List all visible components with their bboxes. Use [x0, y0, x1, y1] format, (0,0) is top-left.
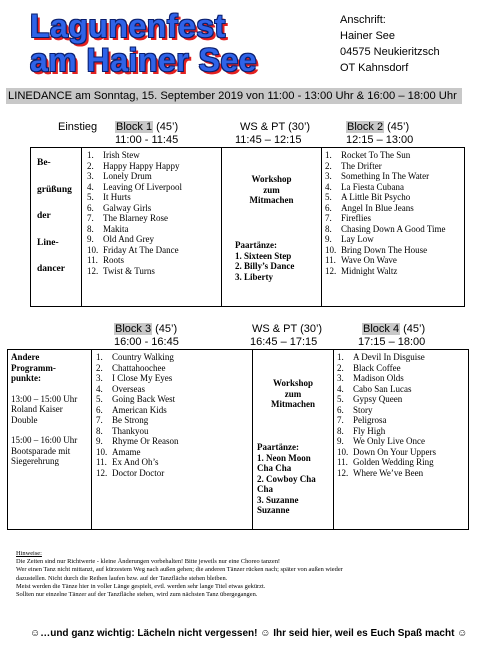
dance-title: Chattahoochee [112, 362, 166, 373]
dance-title: Midnight Waltz [341, 265, 398, 276]
greeting-text: grüßung [37, 184, 72, 195]
block4-header [362, 323, 425, 336]
partner-dances-1 [235, 240, 321, 282]
dance-list-item [337, 426, 436, 437]
block4-time: 17:15 – 18:00 [358, 336, 426, 348]
other-program-cell [11, 352, 91, 467]
dance-list-item [325, 192, 446, 203]
other-program-item: 13:00 – 15:00 Uhr [11, 393, 78, 404]
block4-dance-list [337, 352, 436, 478]
dance-title: Cabo San Lucas [353, 383, 412, 394]
dance-title: Chasing Down A Good Time [341, 223, 446, 234]
dance-title: Angel In Blue Jeans [341, 202, 414, 213]
dance-number: 1. [87, 150, 94, 160]
dance-list-item [337, 436, 436, 447]
dance-list-item [96, 426, 179, 437]
other-program-heading: Programm- [11, 362, 56, 373]
partner-dance: Cha Cha [257, 463, 292, 473]
block3-time: 16:00 - 16:45 [114, 336, 179, 348]
partner-dance: 1. Sixteen Step [235, 250, 292, 261]
dance-list-item [96, 394, 179, 405]
ws2-cell [253, 378, 333, 410]
dance-list-item [87, 234, 182, 245]
dance-number: 1. [96, 352, 103, 362]
block2-duration: (45’) [384, 121, 410, 133]
dance-title: The Blarney Rose [103, 213, 168, 223]
dance-number: 8. [96, 425, 103, 436]
dance-title: I Close My Eyes [112, 373, 173, 383]
dance-number: 4. [96, 383, 103, 394]
dance-list-item [96, 457, 179, 468]
dance-list-item [96, 363, 179, 374]
workshop-text: Mitmachen [271, 399, 315, 409]
dance-list-item [87, 182, 182, 193]
dance-title: Lay Low [341, 234, 374, 244]
notes-heading: Hinweise: [16, 550, 42, 557]
dance-title: Down On Your Uppers [353, 446, 437, 457]
schedule-table-1 [30, 147, 465, 307]
dance-list-item [87, 224, 182, 235]
dance-title: Something In The Water [341, 171, 430, 181]
dance-number: 2. [96, 362, 103, 373]
dance-list-item [96, 447, 179, 458]
other-program-item: Siegerehrung [11, 456, 59, 466]
dance-list-item [325, 203, 446, 214]
greeting-text: der [37, 211, 51, 221]
dance-title: Happy Happy Happy [103, 160, 180, 171]
dance-title: Going Back West [112, 394, 176, 404]
dance-number: 12. [337, 467, 349, 478]
dance-title: Where We’ve Been [353, 467, 424, 478]
dance-list-item [87, 266, 182, 277]
dance-number: 10. [325, 244, 337, 255]
dance-number: 8. [87, 223, 94, 234]
ws2-time: 16:45 – 17:15 [250, 336, 318, 348]
block2-time: 12:15 – 13:00 [346, 134, 414, 146]
dance-number: 10. [87, 244, 99, 255]
dance-title: American Kids [112, 404, 167, 415]
schedule-table-2 [7, 349, 469, 530]
dance-number: 4. [325, 181, 332, 192]
other-program-item: Double [11, 414, 38, 425]
dance-list-item [325, 266, 446, 277]
dance-list-item [96, 436, 179, 447]
dance-title: Galway Girls [103, 202, 152, 213]
title-line-1: Lagunenfest [30, 8, 226, 44]
other-program-item: 15:00 – 16:00 Uhr [11, 435, 78, 445]
block3-label: Block 3 [115, 323, 152, 335]
other-program-heading: punkte: [11, 373, 42, 383]
block1-time: 11:00 - 11:45 [115, 134, 179, 146]
block2-dance-list [325, 150, 446, 276]
block4-label: Block 4 [363, 323, 400, 335]
dance-number: 10. [337, 446, 349, 457]
dance-number: 11. [337, 457, 348, 467]
dance-list-item [96, 352, 179, 363]
dance-number: 3. [96, 373, 103, 383]
dance-number: 6. [87, 202, 94, 213]
dance-number: 1. [337, 352, 344, 362]
dance-list-item [96, 384, 179, 395]
dance-title: Black Coffee [353, 362, 401, 373]
dance-list-item [87, 150, 182, 161]
notes-line: dazustellen. Nicht durch die Reihen laufen bzw. auf der Tanzfläche stehen bleiben. [16, 574, 228, 582]
dance-title: Wave On Wave [341, 255, 397, 265]
dance-list-item [337, 384, 436, 395]
ws1-time: 11:45 – 12:15 [235, 134, 302, 146]
notes-line: Die Zeiten sind nur Richtwerte - kleine Änderungen vorbehalten! Bitte jeweils nur eine Choreo tanzen! [16, 558, 281, 566]
dance-list-item [337, 373, 436, 384]
dance-title: Rhyme Or Reason [112, 436, 179, 446]
dance-title: Gypsy Queen [353, 394, 403, 404]
block1-header [115, 121, 178, 134]
dance-list-item [87, 192, 182, 203]
dance-number: 4. [87, 181, 94, 192]
block1-duration: (45’) [153, 121, 179, 133]
dance-list-item [337, 468, 436, 479]
dance-number: 9. [325, 234, 332, 244]
dance-title: Be Strong [112, 415, 149, 425]
dance-number: 9. [87, 234, 94, 244]
dance-number: 3. [87, 171, 94, 181]
dance-number: 5. [337, 394, 344, 404]
greeting-text: Line- [37, 237, 59, 248]
dance-number: 7. [325, 213, 332, 223]
dance-title: A Little Bit Psycho [341, 192, 411, 202]
dance-title: Overseas [112, 383, 145, 394]
dance-title: Old And Grey [103, 234, 154, 244]
address-line: Hainer See [340, 30, 396, 42]
dance-title: Roots [103, 255, 125, 265]
dance-list-item [96, 405, 179, 416]
dance-number: 7. [87, 213, 94, 223]
workshop-text: Mitmachen [249, 195, 294, 205]
partner-heading: Paartänze: [235, 240, 277, 250]
other-program-item: Roland Kaiser [11, 404, 63, 414]
notes-line: Wer einen Tanz nicht mittanzt, auf kürzestem Weg nach außen gehen; die anderen Tänzer rücken nach; später von außen wieder [16, 566, 343, 574]
block3-duration: (45’) [152, 323, 178, 335]
partner-dance: 3. Suzanne [257, 494, 299, 505]
partner-dance: 1. Neon Moon [257, 452, 311, 463]
dance-number: 3. [337, 373, 344, 383]
workshop-text: zum [263, 184, 280, 195]
dance-number: 6. [96, 404, 103, 415]
dance-list-item [337, 394, 436, 405]
dance-list-item [87, 171, 182, 182]
dance-number: 10. [96, 446, 108, 457]
dance-title: Lonely Drum [103, 171, 152, 181]
block3-header [114, 323, 177, 336]
dance-title: Fireflies [341, 213, 371, 223]
dance-title: Amame [112, 446, 141, 457]
dance-list-item [87, 255, 182, 266]
dance-number: 9. [96, 436, 103, 446]
dance-number: 4. [337, 383, 344, 394]
greeting-text: dancer [37, 264, 65, 274]
address-line: OT Kahnsdorf [340, 62, 409, 74]
dance-title: Country Walking [112, 352, 174, 362]
dance-title: It Hurts [103, 192, 131, 202]
dance-list-item [325, 234, 446, 245]
dance-number: 5. [87, 192, 94, 202]
dance-list-item [337, 415, 436, 426]
dance-title: Story [353, 404, 373, 415]
dance-number: 2. [87, 160, 94, 171]
address-line: 04575 Neukieritzsch [340, 46, 440, 58]
dance-number: 8. [325, 223, 332, 234]
block3-dance-list [96, 352, 179, 478]
dance-number: 8. [337, 425, 344, 436]
partner-dance: Cha [257, 484, 274, 494]
dance-number: 7. [337, 415, 344, 425]
dance-title: Irish Stew [103, 150, 140, 160]
dance-list-item [325, 213, 446, 224]
dance-list-item [337, 363, 436, 374]
partner-dance: 2. Billy’s Dance [235, 261, 295, 271]
dance-title: Thankyou [112, 425, 149, 436]
dance-number: 2. [325, 160, 332, 171]
dance-title: La Fiesta Cubana [341, 181, 404, 192]
dance-list-item [337, 447, 436, 458]
dance-list-item [325, 182, 446, 193]
dance-number: 2. [337, 362, 344, 373]
dance-list-item [337, 457, 436, 468]
dance-list-item [337, 352, 436, 363]
dance-list-item [87, 245, 182, 256]
dance-number: 12. [325, 265, 337, 276]
block1-label: Block 1 [116, 121, 153, 133]
dance-list-item [87, 213, 182, 224]
dance-number: 5. [325, 192, 332, 202]
notes-section [16, 550, 466, 599]
dance-list-item [96, 468, 179, 479]
workshop-text: Workshop [251, 174, 292, 184]
dance-list-item [325, 224, 446, 235]
dance-number: 11. [325, 255, 336, 265]
dance-title: The Drifter [341, 160, 382, 171]
dance-title: Ex And Oh’s [112, 457, 159, 467]
block2-label: Block 2 [347, 121, 384, 133]
dance-number: 12. [96, 467, 108, 478]
dance-list-item [325, 171, 446, 182]
ws1-header: WS & PT (30’) [240, 121, 311, 133]
dance-list-item [96, 373, 179, 384]
dance-title: Madison Olds [353, 373, 404, 383]
partner-dance: 3. Liberty [235, 271, 273, 282]
workshop-text: zum [284, 388, 302, 399]
greeting-cell [37, 158, 81, 275]
dance-number: 6. [325, 202, 332, 213]
dance-number: 11. [96, 457, 107, 467]
partner-dance: 2. Cowboy Cha [257, 473, 316, 484]
greeting-text: Be- [37, 158, 51, 168]
ws1-cell [222, 174, 321, 206]
partner-dance: Suzanne [257, 505, 290, 515]
dance-title: Doctor Doctor [112, 467, 165, 478]
dance-title: Peligrosa [353, 415, 387, 425]
workshop-text: Workshop [272, 378, 314, 388]
dance-number: 12. [87, 265, 99, 276]
title-line-2: am Hainer See [30, 42, 258, 78]
block4-duration: (45’) [400, 323, 426, 335]
address-heading: Anschrift: [340, 14, 386, 26]
notes-line: Meist werden die Tänze hier in voller Länge gespielt, evtl. werden sehr lange Titel etwas gekürzt. [16, 582, 266, 590]
dance-title: We Only Live Once [353, 436, 425, 446]
dance-title: Bring Down The House [341, 244, 428, 255]
einstieg-label: Einstieg [58, 121, 98, 133]
dance-list-item [325, 255, 446, 266]
dance-title: A Devil In Disguise [353, 352, 425, 362]
dance-number: 9. [337, 436, 344, 446]
dance-title: Leaving Of Liverpool [103, 181, 182, 192]
address-block [340, 12, 440, 76]
dance-number: 11. [87, 255, 98, 265]
partner-heading: Paartänze: [257, 442, 299, 452]
notes-line: Sollten nur einzelne Tänzer auf der Tanzfläche stehen, wird zum nächsten Tanz übergegangen. [16, 591, 258, 599]
dance-list-item [337, 405, 436, 416]
dance-number: 7. [96, 415, 103, 425]
partner-dances-2 [257, 442, 333, 516]
dance-list-item [325, 150, 446, 161]
dance-title: Golden Wedding Ring [353, 457, 434, 467]
dance-list-item [325, 245, 446, 256]
dance-list-item [325, 161, 446, 172]
dance-number: 5. [96, 394, 103, 404]
ws2-header: WS & PT (30’) [252, 323, 323, 335]
dance-title: Rocket To The Sun [341, 150, 411, 160]
block2-header [346, 121, 409, 134]
dance-list-item [87, 161, 182, 172]
dance-title: Friday At The Dance [103, 244, 179, 255]
other-program-item: Bootsparade mit [11, 445, 71, 456]
dance-title: Twist & Turns [103, 265, 155, 276]
dance-number: 6. [337, 404, 344, 415]
other-program-heading: Andere [11, 352, 40, 362]
dance-list-item [87, 203, 182, 214]
dance-title: Makita [103, 223, 129, 234]
block1-dance-list [87, 150, 182, 276]
dance-title: Fly High [353, 425, 386, 436]
event-banner: LINEDANCE am Sonntag, 15. September 2019 von 11:00 - 13:00 Uhr & 16:00 – 18:00 Uhr [6, 88, 462, 104]
dance-number: 3. [325, 171, 332, 181]
dance-number: 1. [325, 150, 332, 160]
dance-list-item [96, 415, 179, 426]
footer-message: ☺…und ganz wichtig: Lächeln nicht vergessen! ☺ Ihr seid hier, weil es Euch Spaß macht ☺ [30, 628, 468, 639]
